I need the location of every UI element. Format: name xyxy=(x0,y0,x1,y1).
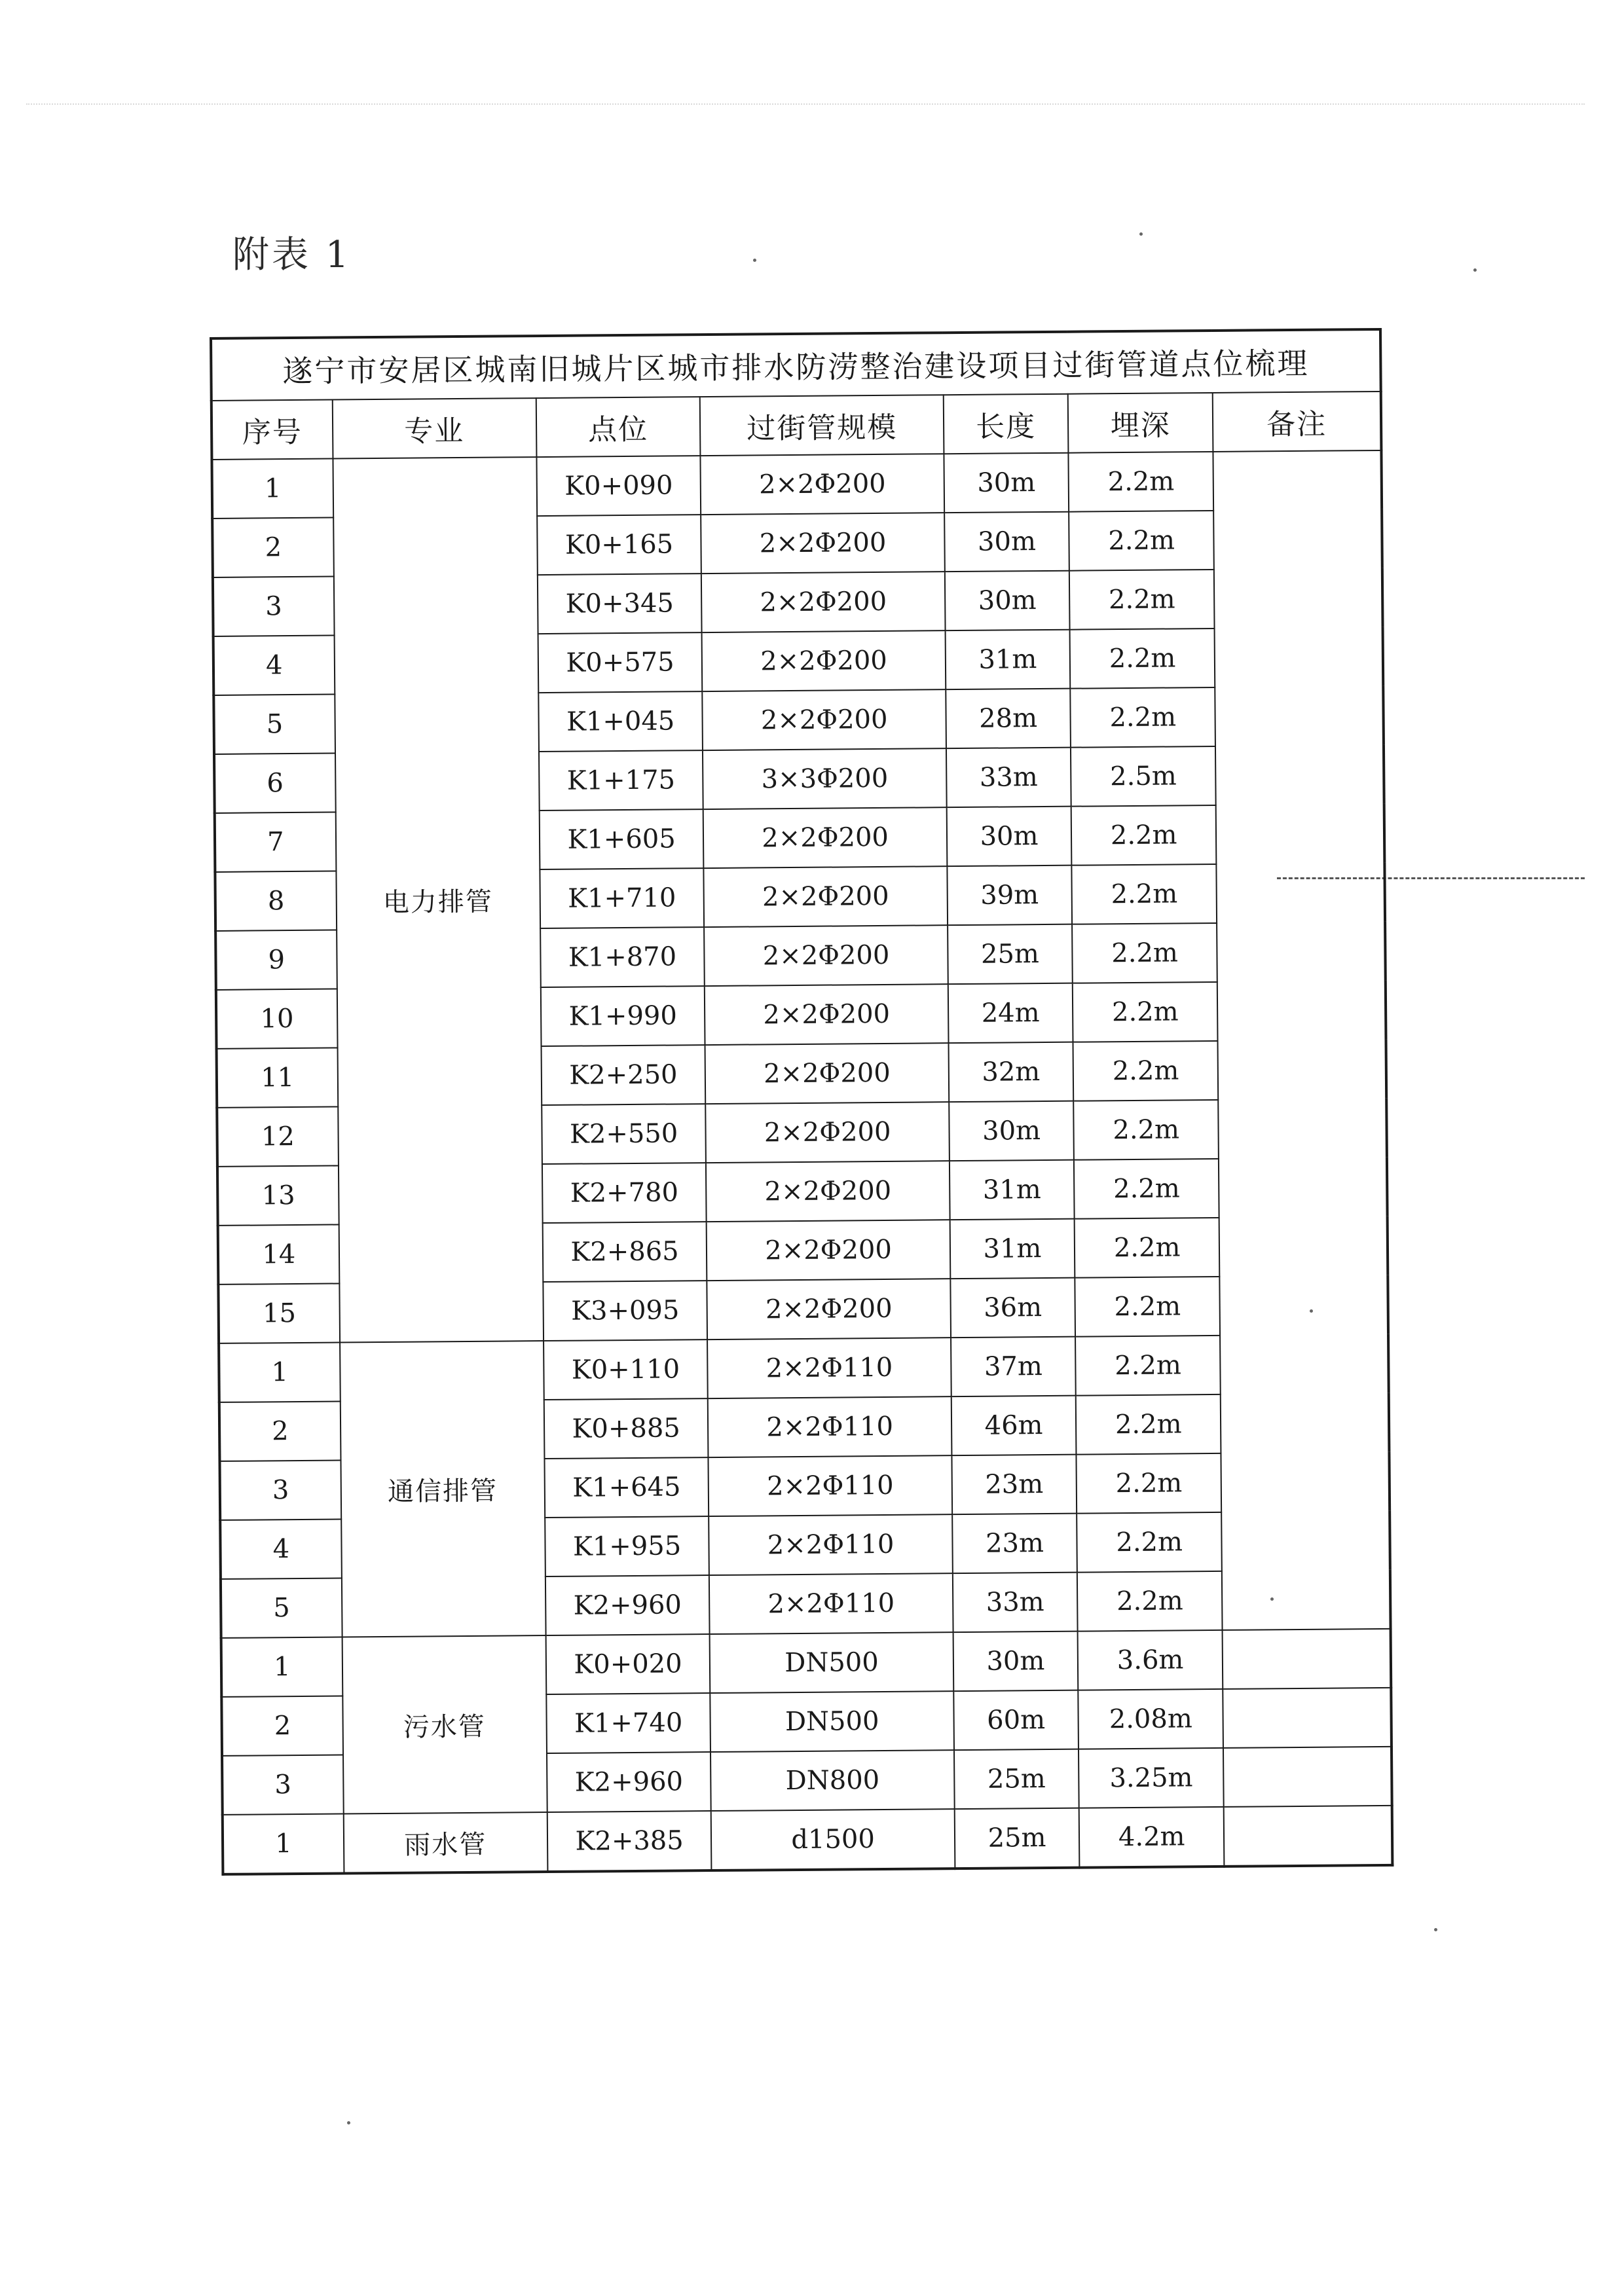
cell-position: K1+175 xyxy=(539,750,704,811)
cell-seq: 4 xyxy=(220,1519,341,1578)
cell-depth: 2.2m xyxy=(1072,864,1217,924)
cell-seq: 4 xyxy=(213,636,335,695)
cell-spec: 2×2Φ200 xyxy=(702,630,946,691)
cell-seq: 5 xyxy=(221,1578,342,1637)
cell-spec: 2×2Φ110 xyxy=(709,1514,953,1575)
cell-category: 通信排管 xyxy=(340,1341,546,1637)
cell-position: K0+165 xyxy=(537,515,702,575)
cell-spec: 2×2Φ200 xyxy=(706,1102,950,1163)
cell-spec: 2×2Φ110 xyxy=(709,1455,952,1516)
cell-note xyxy=(1224,1806,1393,1867)
cell-spec: 2×2Φ200 xyxy=(705,925,948,986)
cell-depth: 2.2m xyxy=(1073,982,1217,1042)
pipe-crossing-table xyxy=(210,328,1393,1876)
cell-length: 60m xyxy=(953,1690,1079,1750)
cell-position: K2+865 xyxy=(542,1222,707,1282)
cell-length: 24m xyxy=(948,983,1073,1043)
cell-note xyxy=(1223,1747,1392,1807)
table-header-row xyxy=(212,392,1382,460)
cell-position: K0+885 xyxy=(544,1398,709,1459)
cell-spec: DN500 xyxy=(710,1691,954,1752)
cell-position: K1+990 xyxy=(540,986,705,1046)
cell-position: K1+740 xyxy=(546,1693,711,1753)
cell-seq: 1 xyxy=(212,459,333,519)
cell-note xyxy=(1213,450,1390,1630)
cell-seq: 10 xyxy=(216,989,337,1049)
cell-spec: 2×2Φ200 xyxy=(705,984,948,1045)
cell-seq: 2 xyxy=(221,1696,342,1755)
header-category: 专业 xyxy=(332,398,536,458)
cell-position: K0+345 xyxy=(538,574,703,634)
cell-seq: 6 xyxy=(214,754,335,813)
cell-seq: 2 xyxy=(212,518,333,577)
cell-spec: 2×2Φ200 xyxy=(701,454,944,515)
cell-spec: 2×2Φ200 xyxy=(701,572,945,632)
table-title-row xyxy=(211,329,1381,401)
cell-depth: 3.6m xyxy=(1078,1630,1223,1690)
appendix-label: 附表 1 xyxy=(232,234,352,276)
cell-seq: 2 xyxy=(219,1401,341,1461)
cell-depth: 2.2m xyxy=(1072,923,1217,983)
cell-spec: 2×2Φ200 xyxy=(704,866,948,927)
cell-note xyxy=(1223,1629,1392,1689)
cell-depth: 2.2m xyxy=(1069,570,1214,630)
cell-depth: 2.2m xyxy=(1071,805,1216,866)
cell-spec: 2×2Φ200 xyxy=(701,513,945,574)
cell-position: K1+605 xyxy=(539,809,704,869)
cell-depth: 2.2m xyxy=(1075,1277,1220,1337)
cell-position: K1+955 xyxy=(545,1516,710,1576)
cell-spec: 2×2Φ200 xyxy=(707,1220,950,1281)
cell-length: 25m xyxy=(954,1749,1079,1809)
cell-position: K0+110 xyxy=(544,1339,709,1400)
table-row xyxy=(212,450,1382,519)
cell-seq: 5 xyxy=(213,695,335,754)
cell-seq: 14 xyxy=(218,1224,339,1284)
cell-length: 30m xyxy=(949,1101,1074,1161)
cell-position: K1+045 xyxy=(538,691,703,752)
cell-seq: 8 xyxy=(215,871,336,931)
cell-length: 31m xyxy=(950,1219,1075,1279)
cell-position: K0+020 xyxy=(545,1634,710,1694)
cell-length: 28m xyxy=(946,689,1071,748)
cell-position: K0+575 xyxy=(538,632,703,693)
scan-artifact-line xyxy=(26,103,1585,105)
table-body xyxy=(212,450,1392,1874)
cell-spec: 2×2Φ200 xyxy=(703,689,946,750)
cell-length: 30m xyxy=(945,571,1070,630)
cell-category: 电力排管 xyxy=(333,457,544,1342)
cell-seq: 11 xyxy=(217,1048,338,1108)
cell-length: 31m xyxy=(950,1160,1075,1220)
cell-spec: 2×2Φ200 xyxy=(705,1043,949,1104)
cell-length: 30m xyxy=(946,807,1071,866)
cell-seq: 1 xyxy=(221,1637,342,1696)
table-row xyxy=(221,1629,1392,1697)
cell-length: 46m xyxy=(951,1396,1076,1455)
cell-position: K2+960 xyxy=(545,1575,710,1635)
header-depth: 埋深 xyxy=(1068,393,1213,453)
cell-depth: 2.2m xyxy=(1074,1100,1219,1160)
cell-category: 污水管 xyxy=(342,1635,547,1813)
cell-spec: d1500 xyxy=(711,1809,955,1870)
cell-depth: 2.2m xyxy=(1074,1159,1219,1219)
cell-spec: 2×2Φ110 xyxy=(708,1338,951,1398)
cell-position: K2+250 xyxy=(541,1045,706,1105)
cell-depth: 2.08m xyxy=(1079,1689,1223,1749)
header-spec: 过街管规模 xyxy=(700,395,944,456)
cell-length: 37m xyxy=(951,1337,1076,1396)
header-note: 备注 xyxy=(1213,392,1382,452)
cell-length: 25m xyxy=(954,1808,1079,1868)
scan-speck xyxy=(753,259,756,262)
header-seq: 序号 xyxy=(212,400,333,460)
cell-depth: 4.2m xyxy=(1079,1807,1224,1868)
cell-seq: 9 xyxy=(215,930,337,990)
cell-seq: 3 xyxy=(219,1460,341,1520)
cell-depth: 2.2m xyxy=(1073,1041,1218,1101)
cell-position: K2+780 xyxy=(542,1163,707,1223)
cell-spec: 2×2Φ200 xyxy=(707,1279,951,1339)
cell-length: 33m xyxy=(953,1573,1078,1632)
cell-length: 32m xyxy=(948,1042,1073,1102)
header-length: 长度 xyxy=(943,394,1068,454)
cell-note xyxy=(1223,1688,1392,1748)
cell-spec: 2×2Φ200 xyxy=(703,807,947,868)
cell-spec: 2×2Φ200 xyxy=(706,1161,950,1222)
scan-speck xyxy=(1434,1928,1437,1931)
cell-depth: 2.5m xyxy=(1071,746,1215,807)
cell-length: 30m xyxy=(953,1631,1078,1691)
cell-depth: 2.2m xyxy=(1077,1453,1221,1514)
cell-depth: 2.2m xyxy=(1071,687,1215,748)
scan-speck xyxy=(1139,232,1143,236)
cell-position: K2+385 xyxy=(547,1811,712,1872)
cell-depth: 2.2m xyxy=(1077,1512,1221,1573)
cell-category: 雨水管 xyxy=(343,1812,547,1873)
cell-length: 30m xyxy=(944,453,1069,513)
cell-seq: 1 xyxy=(223,1813,344,1874)
table-row xyxy=(223,1806,1393,1874)
cell-seq: 1 xyxy=(219,1342,340,1402)
cell-length: 25m xyxy=(948,924,1073,984)
table-title: 遂宁市安居区城南旧城片区城市排水防涝整治建设项目过街管道点位梳理 xyxy=(211,329,1381,401)
cell-spec: 3×3Φ200 xyxy=(703,748,946,809)
cell-spec: 2×2Φ110 xyxy=(709,1573,953,1634)
cell-position: K2+960 xyxy=(547,1752,712,1812)
cell-spec: DN500 xyxy=(710,1632,953,1693)
cell-position: K2+550 xyxy=(542,1104,707,1164)
cell-depth: 2.2m xyxy=(1077,1571,1222,1631)
cell-position: K1+645 xyxy=(544,1457,709,1518)
cell-seq: 13 xyxy=(217,1165,339,1225)
cell-depth: 2.2m xyxy=(1075,1218,1219,1278)
scan-speck xyxy=(347,2121,350,2124)
table-row xyxy=(219,1334,1389,1402)
cell-seq: 3 xyxy=(222,1755,343,1814)
cell-length: 36m xyxy=(950,1278,1075,1338)
cell-length: 23m xyxy=(952,1514,1077,1573)
scan-speck xyxy=(1473,268,1477,272)
header-position: 点位 xyxy=(536,397,701,457)
cell-seq: 12 xyxy=(217,1106,338,1166)
cell-position: K1+710 xyxy=(540,868,705,928)
cell-length: 33m xyxy=(946,748,1071,807)
cell-depth: 2.2m xyxy=(1069,511,1213,571)
cell-seq: 7 xyxy=(215,812,336,872)
cell-seq: 15 xyxy=(218,1283,339,1343)
cell-depth: 2.2m xyxy=(1076,1394,1221,1455)
cell-depth: 2.2m xyxy=(1069,452,1213,512)
cell-depth: 2.2m xyxy=(1075,1336,1220,1396)
cell-length: 31m xyxy=(945,630,1070,689)
cell-spec: DN800 xyxy=(710,1750,954,1811)
cell-length: 39m xyxy=(947,866,1072,925)
cell-depth: 3.25m xyxy=(1079,1748,1223,1808)
cell-seq: 3 xyxy=(213,577,334,636)
cell-position: K3+095 xyxy=(543,1281,708,1341)
cell-spec: 2×2Φ110 xyxy=(708,1396,951,1457)
cell-position: K0+090 xyxy=(536,456,701,516)
cell-length: 30m xyxy=(944,512,1069,572)
cell-length: 23m xyxy=(951,1455,1077,1514)
cell-depth: 2.2m xyxy=(1070,629,1215,689)
cell-position: K1+870 xyxy=(540,927,705,987)
